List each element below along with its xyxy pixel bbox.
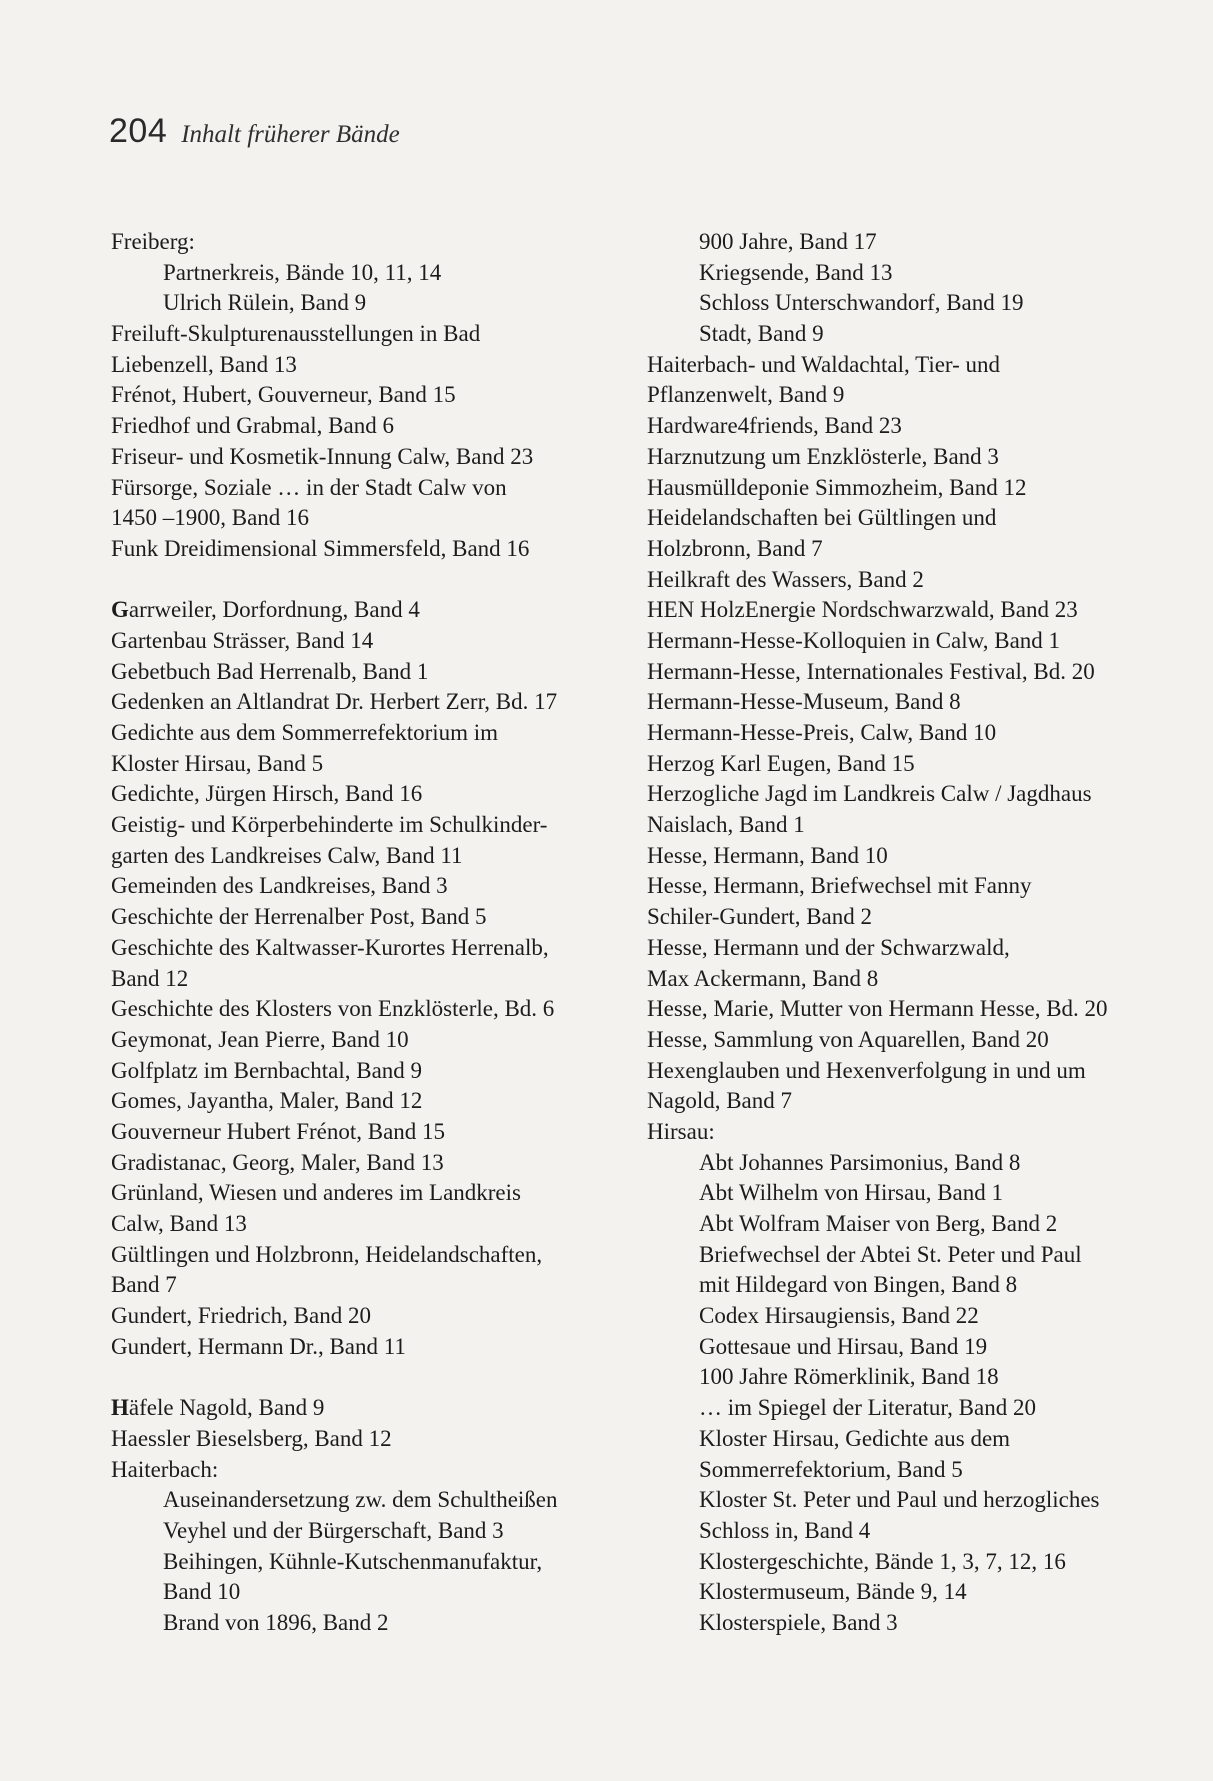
entry-text: Kloster Hirsau, Band 5 bbox=[111, 750, 324, 776]
section-gap bbox=[111, 565, 621, 596]
entry-text: Hermann-Hesse, Internationales Festival, Bd. 20 bbox=[647, 658, 1095, 684]
entry-text: Friseur- und Kosmetik-Innung Calw, Band 23 bbox=[111, 443, 534, 469]
entry-text: Klostergeschichte, Bände 1, 3, 7, 12, 16 bbox=[699, 1548, 1066, 1574]
index-entry bbox=[647, 534, 1167, 565]
index-entry bbox=[647, 779, 1167, 810]
entry-text: Funk Dreidimensional Simmersfeld, Band 16 bbox=[111, 535, 530, 561]
entry-text: Hexenglauben und Hexenverfolgung in und um bbox=[647, 1057, 1086, 1083]
index-subentry bbox=[111, 1547, 621, 1578]
entry-text: Geistig- und Körperbehinderte im Schulkinder- bbox=[111, 812, 548, 838]
index-entry bbox=[111, 1086, 621, 1117]
index-entry bbox=[647, 503, 1167, 534]
index-entry bbox=[111, 964, 621, 995]
index-subentry bbox=[111, 1485, 621, 1516]
index-entry bbox=[647, 871, 1167, 902]
entry-text: Gedenken an Altlandrat Dr. Herbert Zerr, Bd. 17 bbox=[111, 689, 558, 715]
index-subentry bbox=[647, 1424, 1167, 1455]
entry-text: Nagold, Band 7 bbox=[647, 1088, 793, 1114]
index-column-left bbox=[111, 227, 621, 1639]
index-entry bbox=[111, 657, 621, 688]
entry-text: Heilkraft des Wassers, Band 2 bbox=[647, 566, 924, 592]
index-subentry bbox=[647, 1485, 1167, 1516]
index-entry bbox=[111, 1301, 621, 1332]
index-entry bbox=[111, 749, 621, 780]
index-entry bbox=[111, 1332, 621, 1363]
index-entry bbox=[647, 810, 1167, 841]
entry-text: 1450 –1900, Band 16 bbox=[111, 505, 310, 531]
section-gap bbox=[111, 1362, 621, 1393]
index-subentry bbox=[111, 1577, 621, 1608]
index-entry bbox=[111, 810, 621, 841]
entry-text: Frénot, Hubert, Gouverneur, Band 15 bbox=[111, 382, 456, 408]
entry-text: Haiterbach- und Waldachtal, Tier- und bbox=[647, 351, 1001, 377]
index-subentry bbox=[647, 1178, 1167, 1209]
index-entry bbox=[647, 380, 1167, 411]
index-subentry bbox=[647, 1608, 1167, 1639]
index-subentry bbox=[111, 1608, 621, 1639]
index-entry bbox=[111, 411, 621, 442]
entry-text: Haessler Bieselsberg, Band 12 bbox=[111, 1425, 392, 1451]
entry-text: Ulrich Rülein, Band 9 bbox=[163, 290, 367, 316]
entry-text: Hardware4friends, Band 23 bbox=[647, 413, 902, 439]
index-entry bbox=[111, 933, 621, 964]
entry-text: Band 12 bbox=[111, 965, 189, 991]
index-entry bbox=[111, 1148, 621, 1179]
entry-text: Gouverneur Hubert Frénot, Band 15 bbox=[111, 1118, 446, 1144]
index-entry bbox=[111, 902, 621, 933]
index-entry bbox=[111, 626, 621, 657]
entry-text: Hesse, Hermann, Briefwechsel mit Fanny bbox=[647, 873, 1032, 899]
entry-text: Friedhof und Grabmal, Band 6 bbox=[111, 413, 394, 439]
index-subentry bbox=[647, 1301, 1167, 1332]
index-entry bbox=[111, 1393, 621, 1424]
entry-text: Gebetbuch Bad Herrenalb, Band 1 bbox=[111, 658, 429, 684]
index-subentry bbox=[647, 1270, 1167, 1301]
entry-text: Schloss Unterschwandorf, Band 19 bbox=[699, 290, 1024, 316]
index-entry bbox=[111, 227, 621, 258]
index-entry bbox=[111, 1178, 621, 1209]
entry-text: Herzogliche Jagd im Landkreis Calw / Jagdhaus bbox=[647, 781, 1092, 807]
entry-text: Harznutzung um Enzklösterle, Band 3 bbox=[647, 443, 999, 469]
entry-text: Gomes, Jayantha, Maler, Band 12 bbox=[111, 1088, 423, 1114]
entry-text: Brand von 1896, Band 2 bbox=[163, 1609, 389, 1635]
index-entry bbox=[111, 534, 621, 565]
index-subentry bbox=[647, 1332, 1167, 1363]
index-entry bbox=[647, 657, 1167, 688]
index-subentry bbox=[647, 1516, 1167, 1547]
entry-text: Veyhel und der Bürgerschaft, Band 3 bbox=[163, 1517, 504, 1543]
entry-text: … im Spiegel der Literatur, Band 20 bbox=[699, 1395, 1036, 1421]
index-entry bbox=[647, 473, 1167, 504]
entry-text: HEN HolzEnergie Nordschwarzwald, Band 23 bbox=[647, 597, 1078, 623]
index-entry bbox=[647, 626, 1167, 657]
section-initial: G bbox=[111, 597, 129, 623]
entry-text: Klostermuseum, Bände 9, 14 bbox=[699, 1579, 967, 1605]
index-subentry bbox=[647, 1362, 1167, 1393]
entry-text: Hesse, Sammlung von Aquarellen, Band 20 bbox=[647, 1026, 1049, 1052]
entry-text: mit Hildegard von Bingen, Band 8 bbox=[699, 1272, 1018, 1298]
index-entry bbox=[111, 779, 621, 810]
entry-text: Golfplatz im Bernbachtal, Band 9 bbox=[111, 1057, 423, 1083]
section-initial: H bbox=[111, 1395, 129, 1421]
entry-text: Schiler-Gundert, Band 2 bbox=[647, 904, 873, 930]
entry-text: Geschichte der Herrenalber Post, Band 5 bbox=[111, 904, 487, 930]
index-entry bbox=[647, 994, 1167, 1025]
index-entry bbox=[111, 1270, 621, 1301]
entry-text: Briefwechsel der Abtei St. Peter und Paul bbox=[699, 1241, 1082, 1267]
entry-text: Holzbronn, Band 7 bbox=[647, 535, 823, 561]
entry-text: äfele Nagold, Band 9 bbox=[128, 1395, 325, 1421]
entry-text: Gartenbau Strässer, Band 14 bbox=[111, 627, 374, 653]
index-subentry bbox=[111, 258, 621, 289]
index-column-right bbox=[647, 227, 1167, 1639]
entry-text: Hermann-Hesse-Museum, Band 8 bbox=[647, 689, 961, 715]
index-entry bbox=[111, 473, 621, 504]
entry-text: Kloster Hirsau, Gedichte aus dem bbox=[699, 1425, 1011, 1451]
entry-text: Band 7 bbox=[111, 1272, 177, 1298]
entry-text: Hirsau: bbox=[647, 1118, 715, 1144]
index-subentry bbox=[647, 1209, 1167, 1240]
entry-text: Partnerkreis, Bände 10, 11, 14 bbox=[163, 259, 442, 285]
entry-text: Grünland, Wiesen und anderes im Landkreis bbox=[111, 1180, 521, 1206]
index-entry bbox=[647, 350, 1167, 381]
index-entry bbox=[111, 1117, 621, 1148]
running-title: Inhalt früherer Bände bbox=[181, 121, 400, 148]
index-entry bbox=[647, 1056, 1167, 1087]
index-entry bbox=[647, 442, 1167, 473]
entry-text: Max Ackermann, Band 8 bbox=[647, 965, 879, 991]
index-entry bbox=[647, 411, 1167, 442]
index-entry bbox=[647, 687, 1167, 718]
entry-text: Geschichte des Kaltwasser-Kurortes Herrenalb, bbox=[111, 934, 549, 960]
entry-text: Klosterspiele, Band 3 bbox=[699, 1609, 898, 1635]
index-entry bbox=[111, 595, 621, 626]
entry-text: Beihingen, Kühnle-Kutschenmanufaktur, bbox=[163, 1548, 543, 1574]
index-entry bbox=[647, 902, 1167, 933]
entry-text: Kriegsende, Band 13 bbox=[699, 259, 893, 285]
index-entry bbox=[111, 503, 621, 534]
index-entry bbox=[111, 1209, 621, 1240]
page-number: 204 bbox=[109, 112, 168, 150]
entry-text: Abt Wolfram Maiser von Berg, Band 2 bbox=[699, 1211, 1058, 1236]
index-entry bbox=[111, 1455, 621, 1486]
entry-text: Schloss in, Band 4 bbox=[699, 1517, 871, 1543]
index-entry bbox=[647, 565, 1167, 596]
index-subentry bbox=[111, 288, 621, 319]
index-entry bbox=[647, 964, 1167, 995]
index-subentry bbox=[647, 227, 1167, 258]
entry-text: Hesse, Hermann, Band 10 bbox=[647, 842, 888, 868]
index-subentry bbox=[647, 1240, 1167, 1271]
index-entry bbox=[647, 718, 1167, 749]
entry-text: Haiterbach: bbox=[111, 1456, 219, 1482]
index-entry bbox=[111, 442, 621, 473]
index-subentry bbox=[647, 1577, 1167, 1608]
entry-text: Liebenzell, Band 13 bbox=[111, 351, 297, 377]
index-subentry bbox=[647, 1393, 1167, 1424]
entry-text: Hermann-Hesse-Kolloquien in Calw, Band 1 bbox=[647, 627, 1061, 653]
index-entry bbox=[111, 871, 621, 902]
entry-text: Calw, Band 13 bbox=[111, 1211, 247, 1236]
page-header bbox=[109, 112, 400, 151]
index-entry bbox=[647, 1025, 1167, 1056]
index-entry bbox=[647, 749, 1167, 780]
entry-text: Codex Hirsaugiensis, Band 22 bbox=[699, 1303, 979, 1329]
index-subentry bbox=[647, 258, 1167, 289]
entry-text: Heidelandschaften bei Gültlingen und bbox=[647, 505, 997, 531]
index-entry bbox=[111, 319, 621, 350]
index-entry bbox=[647, 1086, 1167, 1117]
entry-text: Fürsorge, Soziale … in der Stadt Calw von bbox=[111, 474, 507, 500]
entry-text: Geschichte des Klosters von Enzklösterle, Bd. 6 bbox=[111, 996, 555, 1022]
index-entry bbox=[111, 1025, 621, 1056]
index-entry bbox=[647, 595, 1167, 626]
entry-text: Gedichte, Jürgen Hirsch, Band 16 bbox=[111, 781, 423, 807]
entry-text: Hesse, Marie, Mutter von Hermann Hesse, Bd. 20 bbox=[647, 996, 1108, 1022]
index-entry bbox=[111, 1240, 621, 1271]
entry-text: garten des Landkreises Calw, Band 11 bbox=[111, 842, 463, 868]
entry-text: Abt Johannes Parsimonius, Band 8 bbox=[699, 1149, 1021, 1175]
entry-text: Hausmülldeponie Simmozheim, Band 12 bbox=[647, 474, 1027, 500]
index-subentry bbox=[111, 1516, 621, 1547]
index-entry bbox=[111, 994, 621, 1025]
entry-text: Geymonat, Jean Pierre, Band 10 bbox=[111, 1026, 409, 1052]
entry-text: Naislach, Band 1 bbox=[647, 812, 805, 838]
entry-text: 100 Jahre Römerklinik, Band 18 bbox=[699, 1364, 999, 1390]
entry-text: Stadt, Band 9 bbox=[699, 321, 824, 347]
index-entry bbox=[647, 1117, 1167, 1148]
entry-text: Kloster St. Peter und Paul und herzogliches bbox=[699, 1487, 1100, 1513]
index-subentry bbox=[647, 1148, 1167, 1179]
entry-text: Band 10 bbox=[163, 1579, 241, 1605]
entry-text: Gundert, Friedrich, Band 20 bbox=[111, 1303, 371, 1329]
entry-text: Freiberg: bbox=[111, 229, 195, 254]
entry-text: Gundert, Hermann Dr., Band 11 bbox=[111, 1333, 406, 1359]
entry-text: Hesse, Hermann und der Schwarzwald, bbox=[647, 934, 1010, 960]
index-entry bbox=[647, 933, 1167, 964]
entry-text: Herzog Karl Eugen, Band 15 bbox=[647, 750, 915, 776]
entry-text: Gültlingen und Holzbronn, Heidelandschaften, bbox=[111, 1241, 543, 1267]
index-subentry bbox=[647, 288, 1167, 319]
index-subentry bbox=[647, 1455, 1167, 1486]
index-entry bbox=[111, 1424, 621, 1455]
entry-text: Pflanzenwelt, Band 9 bbox=[647, 382, 845, 408]
index-subentry bbox=[647, 319, 1167, 350]
entry-text: Abt Wilhelm von Hirsau, Band 1 bbox=[699, 1180, 1004, 1206]
index-entry bbox=[111, 687, 621, 718]
entry-text: arrweiler, Dorfordnung, Band 4 bbox=[128, 597, 420, 623]
entry-text: Freiluft-Skulpturenausstellungen in Bad bbox=[111, 321, 481, 347]
entry-text: Gradistanac, Georg, Maler, Band 13 bbox=[111, 1149, 444, 1175]
index-entry bbox=[111, 1056, 621, 1087]
index-entry bbox=[111, 841, 621, 872]
entry-text: Gedichte aus dem Sommerrefektorium im bbox=[111, 720, 499, 745]
entry-text: Gemeinden des Landkreises, Band 3 bbox=[111, 873, 448, 899]
index-entry bbox=[111, 380, 621, 411]
entry-text: Sommerrefektorium, Band 5 bbox=[699, 1456, 963, 1482]
index-entry bbox=[647, 841, 1167, 872]
entry-text: Hermann-Hesse-Preis, Calw, Band 10 bbox=[647, 720, 997, 745]
index-entry bbox=[111, 718, 621, 749]
index-entry bbox=[111, 350, 621, 381]
entry-text: Gottesaue und Hirsau, Band 19 bbox=[699, 1333, 988, 1359]
entry-text: Auseinandersetzung zw. dem Schultheißen bbox=[163, 1487, 558, 1513]
entry-text: 900 Jahre, Band 17 bbox=[699, 229, 877, 254]
index-subentry bbox=[647, 1547, 1167, 1578]
